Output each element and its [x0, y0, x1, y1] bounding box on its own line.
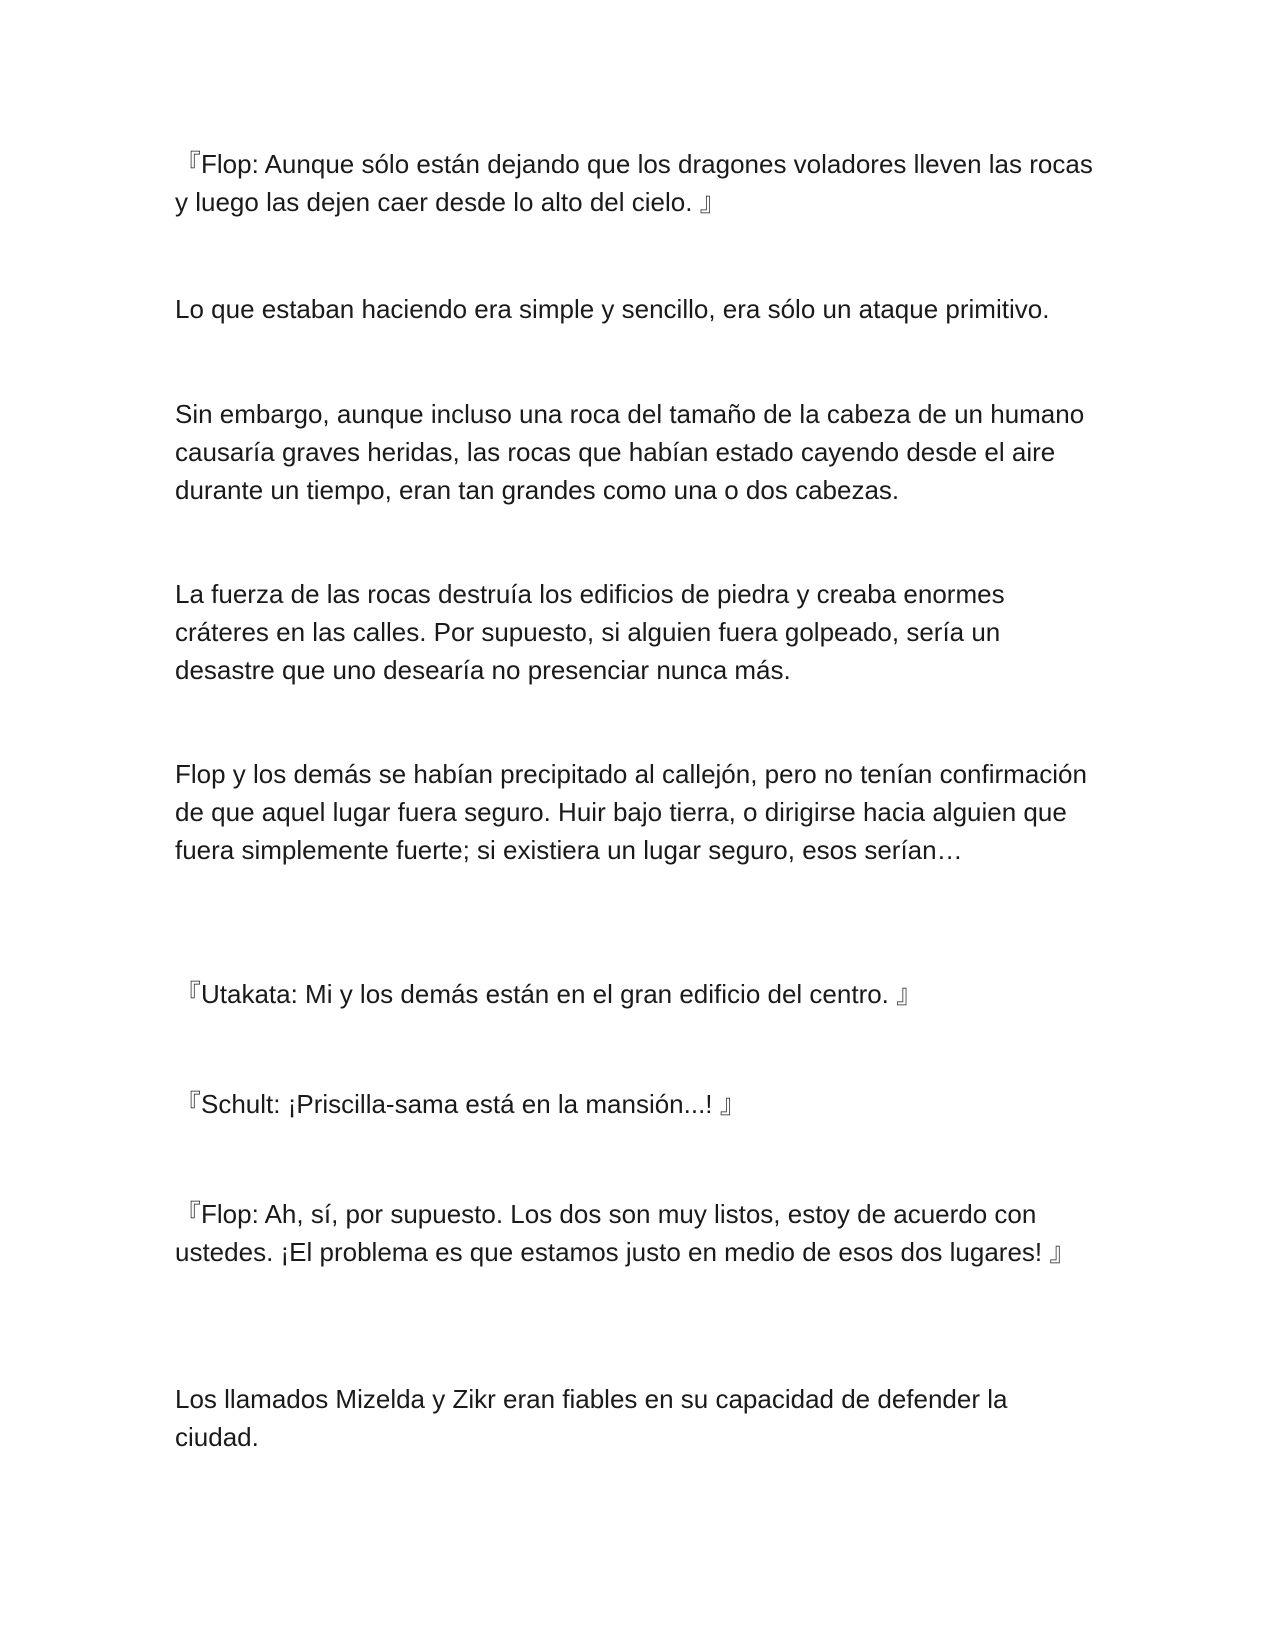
- paragraph-narration-4: Flop y los demás se habían precipitado al callejón, pero no tenían confirmación de que aquel lugar fuera seguro. Huir bajo tierra, o dirigirse hacia alguien que fuera simplemente fuerte; si existiera un lugar seguro, esos serían…: [175, 759, 1087, 865]
- paragraph-utakata-dialogue: 『Utakata: Mi y los demás están en el gran edificio del centro. 』: [175, 979, 923, 1009]
- paragraph-narration-2: Sin embargo, aunque incluso una roca del tamaño de la cabeza de un humano causaría graves heridas, las rocas que habían estado cayendo desde el aire durante un tiempo, eran tan grandes como una o dos cabezas.: [175, 399, 1085, 505]
- paragraph-narration-3: La fuerza de las rocas destruía los edificios de piedra y creaba enormes cráteres en las calles. Por supuesto, si alguien fuera golpeado, sería un desastre que uno desearía no presenciar nunca más.: [175, 579, 1005, 685]
- paragraph-schult-dialogue: 『Schult: ¡Priscilla-sama está en la mansión...! 』: [175, 1089, 746, 1119]
- paragraph-narration-5: Los llamados Mizelda y Zikr eran fiables en su capacidad de defender la ciudad.: [175, 1384, 1008, 1452]
- paragraph-flop-dialogue-1: 『Flop: Aunque sólo están dejando que los dragones voladores lleven las rocas y luego las dejen caer desde lo alto del cielo. 』: [175, 149, 1093, 217]
- paragraph-narration-1: Lo que estaban haciendo era simple y sencillo, era sólo un ataque primitivo.: [175, 294, 1050, 324]
- paragraph-flop-dialogue-2: 『Flop: Ah, sí, por supuesto. Los dos son muy listos, estoy de acuerdo con ustedes. ¡El problema es que estamos justo en medio de esos dos lugares! 』: [175, 1199, 1076, 1267]
